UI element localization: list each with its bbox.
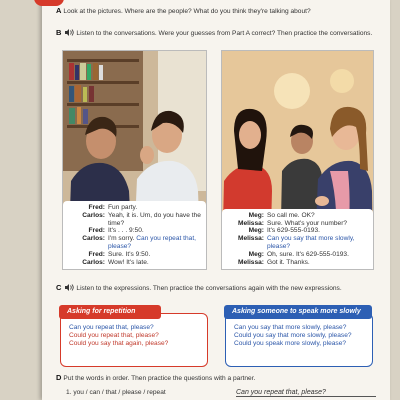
textbook-page [42,0,390,400]
speaker: Meg: [248,251,264,259]
section-b [56,29,376,39]
line-text: It's 629-555-0193. [267,227,320,235]
dialog-line [67,227,202,235]
dialog-line [226,220,369,228]
expression-item: Can you say that more slowly, please? [234,324,347,331]
dialog-line [67,212,202,228]
dialog-line [226,227,369,235]
answer-line-1[interactable]: Can you repeat that, please? [236,389,376,397]
speaker: Carlos: [82,235,105,243]
highlight-expression: Can you repeat that, please? [108,235,196,251]
line-text: Fun party. [108,203,138,211]
audio-icon[interactable] [65,284,74,294]
speaker: Fred: [88,251,105,259]
dialog-line [226,235,369,251]
expression-item: Could you say that again, please? [69,340,169,347]
dialog-line [67,259,202,267]
section-d-text: Put the words in order. Then practice the questions with a partner. [63,375,256,382]
line-text: Sure. It's 9:50. [108,251,151,259]
speaker: Melissa: [237,259,264,267]
speaker: Melissa: [237,219,264,227]
section-b-text: Listen to the conversations. Were your guesses from Part A correct? Then practice the conversations. [76,30,373,37]
line-text: Wow! It's late. [108,259,149,267]
exercise-item-1: 1. you / can / that / please / repeat [66,389,166,396]
expression-box-title: Asking someone to speak more slowly [224,305,372,319]
line-text: I'm sorry. Can you repeat that, please? [108,235,196,251]
expression-box-speak-slowly [225,308,373,367]
expression-box-title: Asking for repetition [59,305,161,319]
expression-item: Could you say that more slowly, please? [234,332,352,339]
section-a [56,7,366,16]
section-c [56,284,376,294]
speaker: Carlos: [82,259,105,267]
speaker: Meg: [248,211,264,219]
section-d-letter: D [56,373,62,382]
speaker: Carlos: [82,211,105,219]
dialog-line [67,204,202,212]
section-a-letter: A [56,6,62,15]
section-a-text: Look at the pictures. Where are the people? What do you think they're talking about? [63,8,311,15]
section-c-letter: C [56,283,62,292]
line-text: Oh, sure. It's 629-555-0193. [267,251,349,259]
dialog-line [226,259,369,267]
line-text: It's . . . 9:50. [108,227,144,235]
line-text: Yeah, it is. Um, do you have the time? [108,211,201,227]
photo-party-left [62,50,207,270]
expression-item: Can you repeat that, please? [69,324,154,331]
line-text: Got it. Thanks. [267,259,310,267]
section-c-text: Listen to the expressions. Then practice the conversations again with the new expressions. [76,285,342,292]
dialog-line [226,212,369,220]
speaker: Meg: [248,227,264,235]
speaker: Fred: [88,227,105,235]
line-text: Sure. What's your number? [267,219,348,227]
dialog-line [67,251,202,259]
expression-box-repetition [60,308,208,367]
expression-list [234,324,352,348]
dialog-line [67,235,202,251]
photo-party-right [221,50,374,270]
section-b-letter: B [56,28,62,37]
highlight-expression: Can you say that more slowly, please? [267,235,355,251]
line-text [267,235,369,251]
expression-item: Could you speak more slowly, please? [234,340,347,347]
section-d [56,374,376,383]
conversation-1 [63,201,206,269]
line-text: So call me. OK? [267,211,315,219]
audio-icon[interactable] [65,29,74,39]
speaker: Melissa: [237,235,264,243]
speaker: Fred: [88,203,105,211]
expression-item: Could you repeat that, please? [69,332,159,339]
expression-list [69,324,168,348]
conversation-2 [222,209,373,269]
dialog-line [226,251,369,259]
